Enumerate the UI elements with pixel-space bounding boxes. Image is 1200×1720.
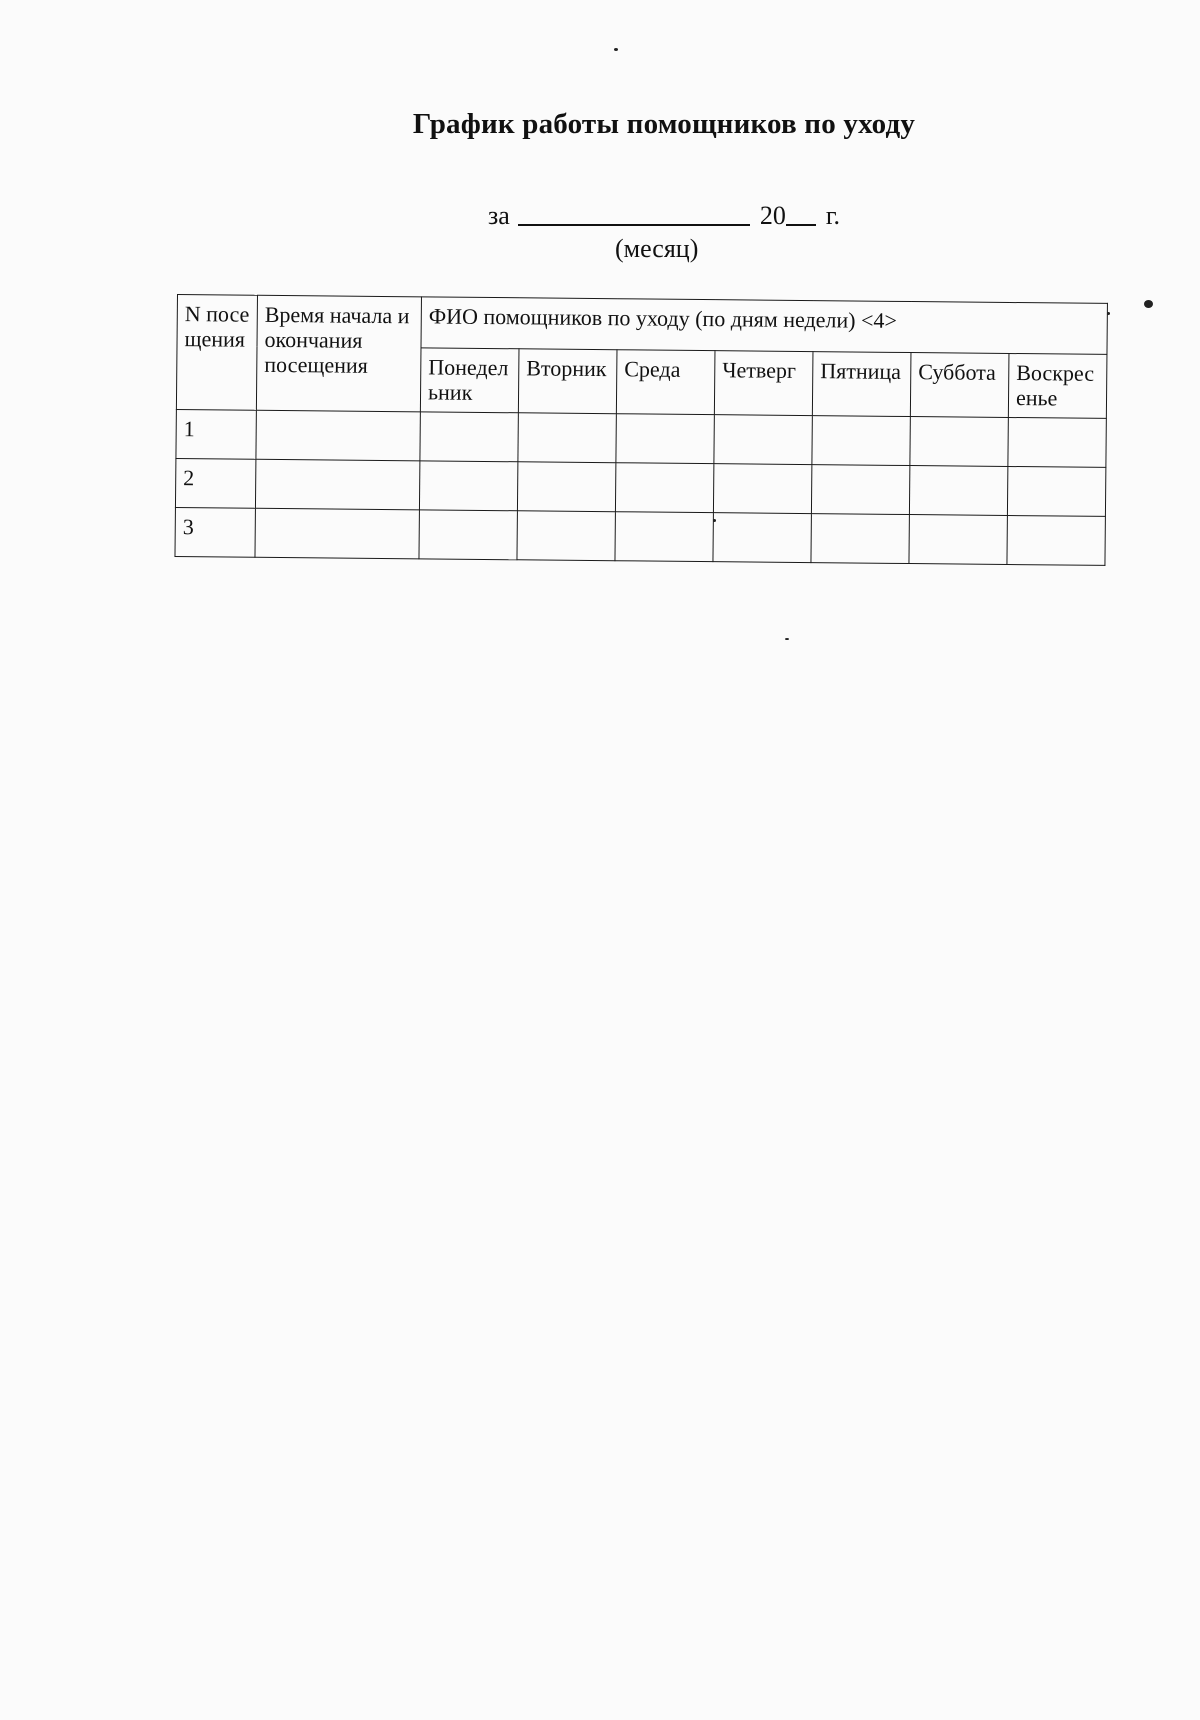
row-number: 1 [176, 409, 256, 459]
month-blank-field [518, 202, 750, 226]
thursday-cell [713, 464, 811, 514]
saturday-cell [909, 466, 1007, 516]
schedule-table-wrapper [174, 294, 1107, 566]
year-suffix: г. [825, 201, 841, 230]
scan-speck [1144, 300, 1153, 308]
scan-speck [713, 519, 716, 522]
header-day-friday: Пятница [812, 352, 911, 417]
header-visit-number: N посещения [176, 295, 257, 411]
year-prefix: 20 [759, 201, 786, 230]
table-row [175, 507, 1105, 565]
monday-cell [419, 510, 517, 560]
monday-cell [420, 412, 518, 462]
table-row [175, 458, 1105, 516]
friday-cell [811, 514, 909, 564]
scan-speck [785, 638, 789, 640]
sunday-cell [1007, 515, 1105, 565]
header-day-sunday: Воскресенье [1008, 353, 1107, 418]
thursday-cell [713, 513, 811, 563]
period-line [488, 200, 840, 231]
header-day-wednesday: Среда [616, 350, 715, 415]
friday-cell [811, 465, 909, 515]
document-title [0, 108, 1200, 141]
month-caption: (месяц) [615, 234, 699, 263]
header-assistants: ФИО помощников по уходу (по дням недели) <4> [421, 297, 1107, 355]
scan-speck [1107, 312, 1110, 315]
header-day-thursday: Четверг [714, 351, 813, 416]
header-day-saturday: Суббота [910, 353, 1009, 418]
wednesday-cell [616, 414, 714, 464]
table-row [176, 409, 1106, 467]
schedule-table [174, 294, 1107, 566]
tuesday-cell [517, 462, 615, 512]
period-prefix: за [488, 201, 510, 230]
row-number: 2 [175, 458, 255, 508]
saturday-cell [909, 515, 1007, 565]
thursday-cell [714, 415, 812, 465]
monday-cell [419, 461, 517, 511]
sunday-cell [1008, 417, 1106, 467]
friday-cell [812, 416, 910, 466]
table-header-row [177, 295, 1107, 355]
time-cell [255, 508, 419, 559]
row-number: 3 [175, 507, 255, 557]
time-cell [256, 410, 420, 461]
wednesday-cell [615, 463, 713, 513]
header-day-tuesday: Вторник [518, 349, 617, 414]
tuesday-cell [517, 511, 615, 561]
saturday-cell [910, 417, 1008, 467]
year-blank-field [786, 204, 816, 226]
wednesday-cell [615, 512, 713, 562]
document-title-text: График работы помощников по уходу [412, 108, 916, 140]
time-cell [255, 459, 419, 510]
header-visit-time: Время начала и окончания посещения [256, 295, 421, 412]
header-day-monday: Понедельник [420, 348, 519, 413]
scan-speck [614, 48, 618, 51]
sunday-cell [1007, 466, 1105, 516]
tuesday-cell [518, 413, 616, 463]
